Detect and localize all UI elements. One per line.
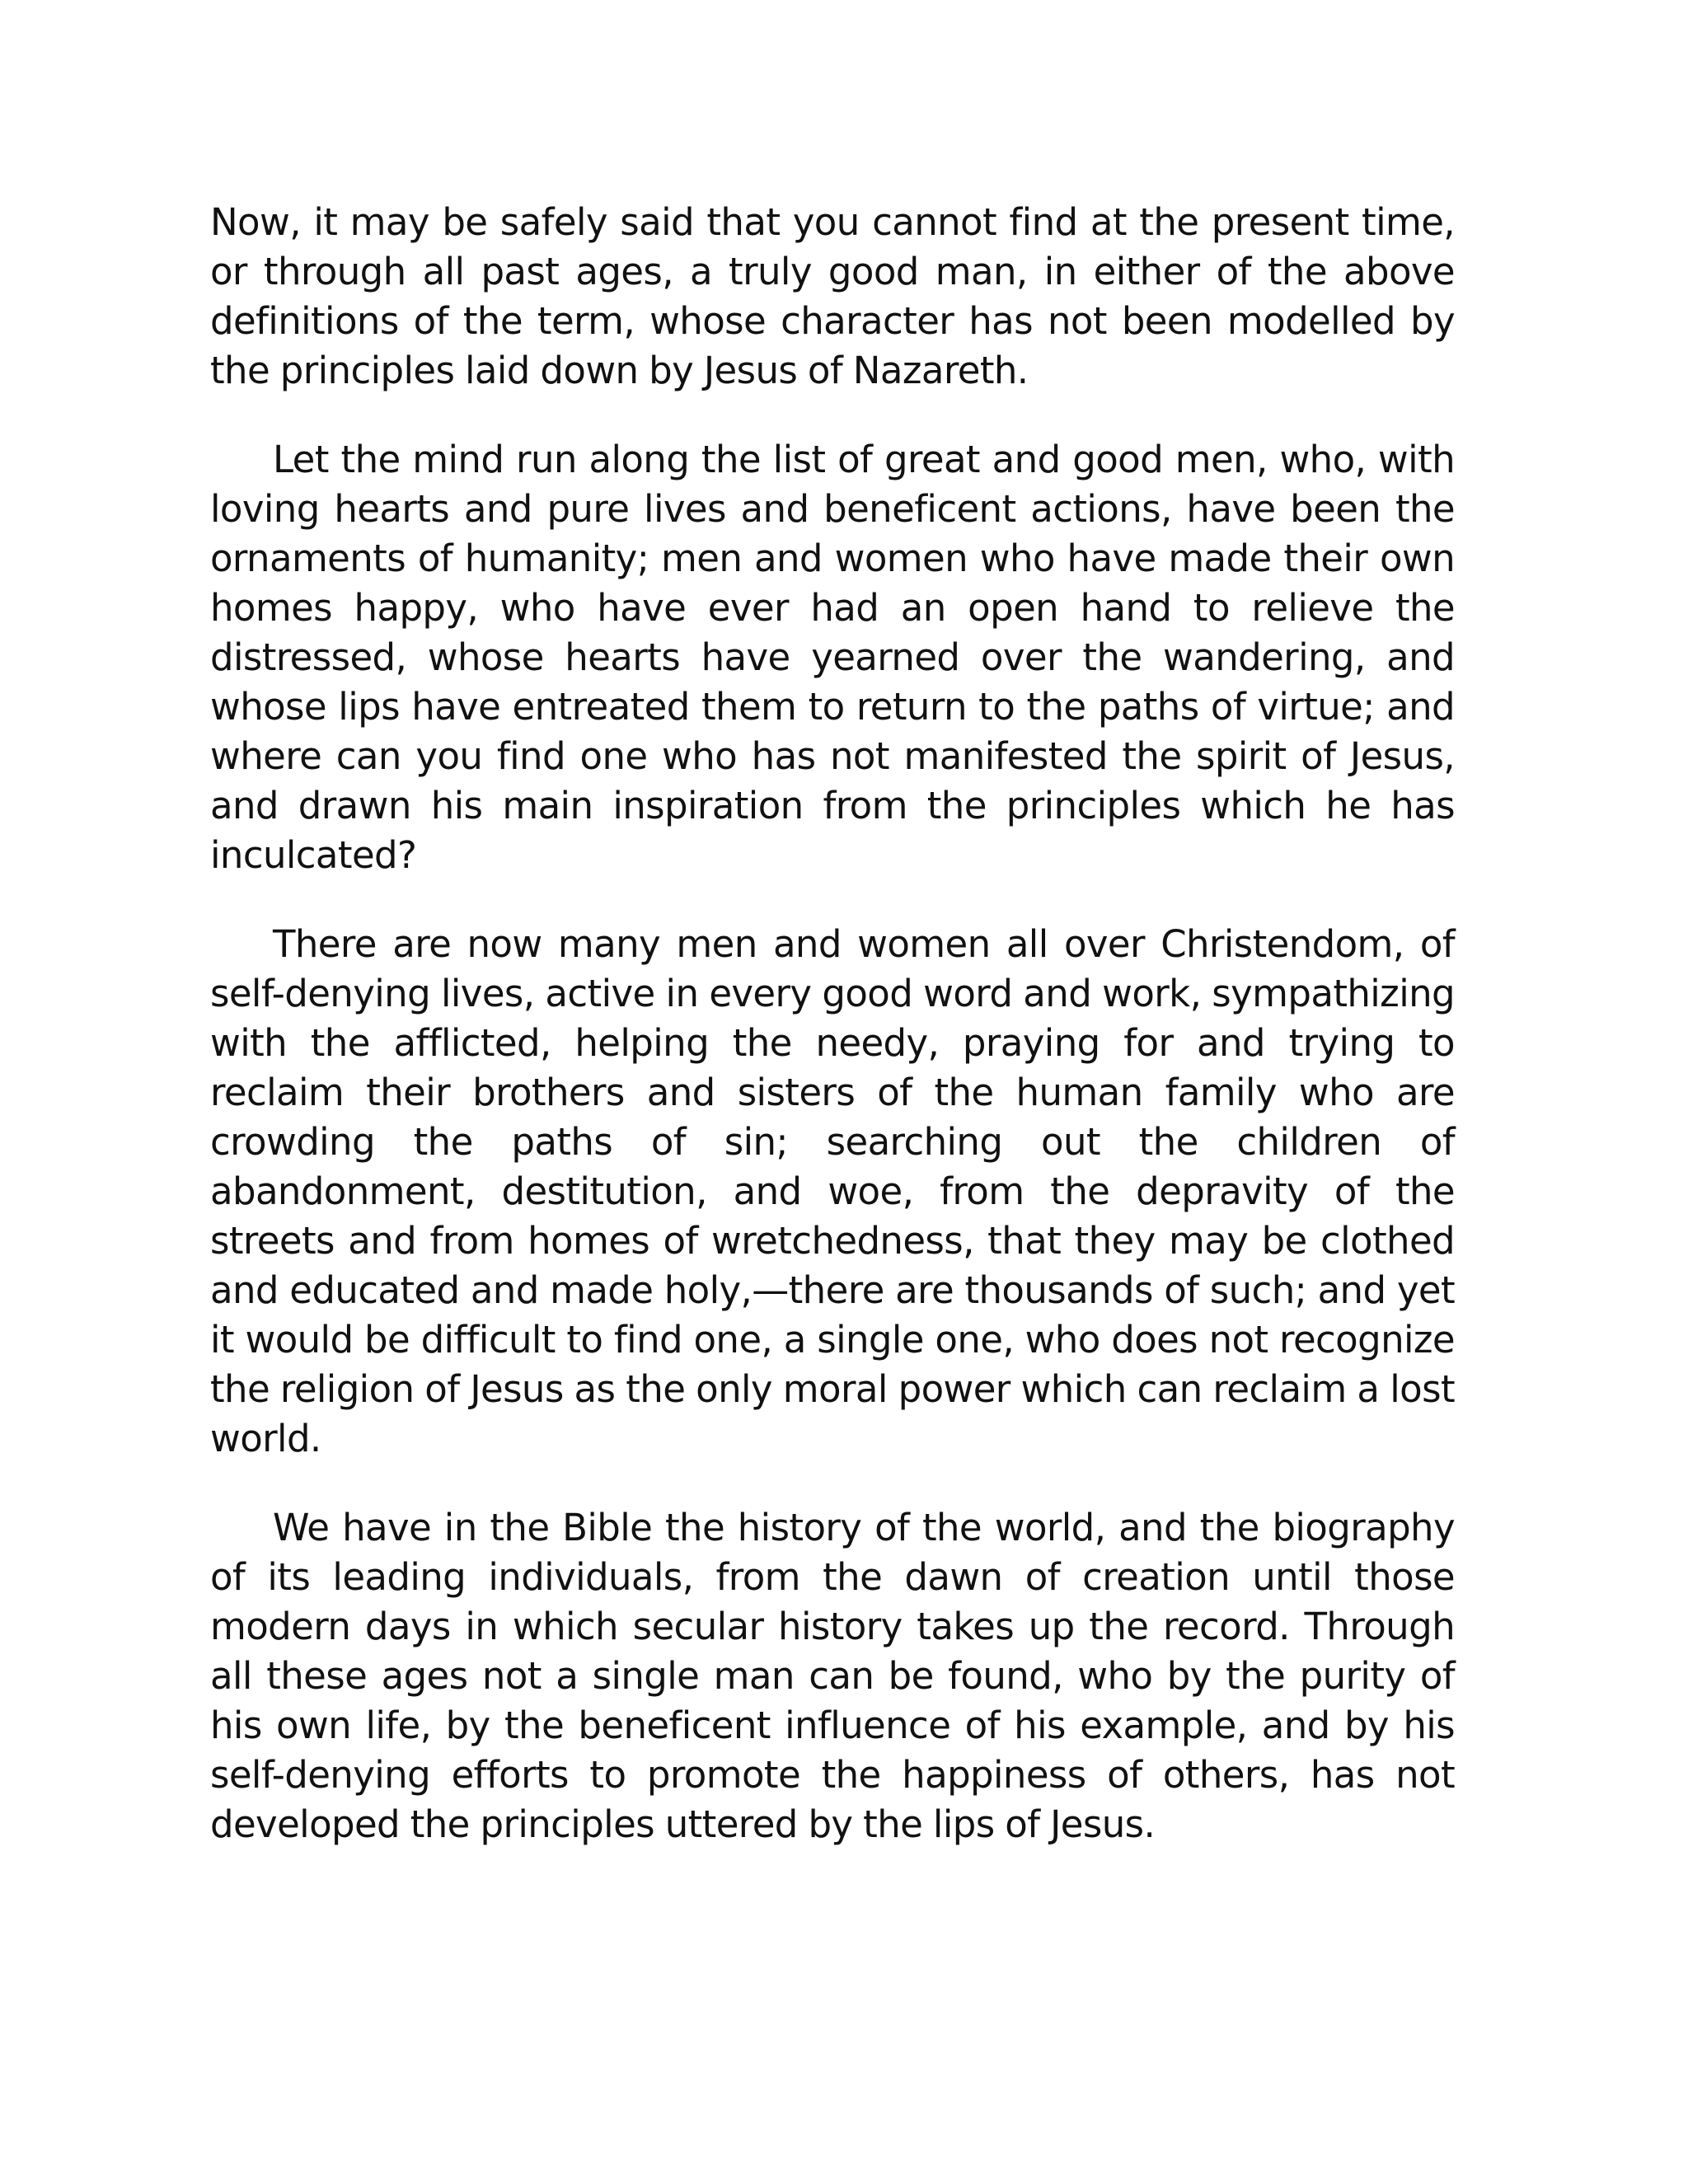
paragraph-2: Let the mind run along the list of great and good men, who, with loving hearts and pure lives and beneficent actions, have been the ornaments of humanity; men and women who have made their own homes happy, who have ever had an open hand to relieve the distressed, whose hearts have yearned over the wandering, and whose lips have entreated them to return to the paths of virtue; and where can you find one who has not manifested the spirit of Jesus, and drawn his main inspiration from the principles which he has inculcated? bbox=[210, 438, 1455, 877]
paragraph-4: We have in the Bible the history of the world, and the biography of its leading individuals, from the dawn of creation until those modern days in which secular history takes up the record. Through all these ages not a single man can be found, who by the purity of his own life, by the beneficent influence of his example, and by his self-denying efforts to promote the happiness of others, has not developed the principles uttered by the lips of Jesus. bbox=[210, 1506, 1455, 1846]
document-body bbox=[210, 198, 1455, 1889]
paragraph-1: Now, it may be safely said that you cannot find at the present time, or through all past ages, a truly good man, in either of the above definitions of the term, whose character has not been modelled by the principles laid down by Jesus of Nazareth. bbox=[210, 200, 1455, 392]
paragraph-3: There are now many men and women all over Christendom, of self-denying lives, active in every good word and work, sympathizing with the afflicted, helping the needy, praying for and trying to reclaim their brothers and sisters of the human family who are crowding the paths of sin; searching out the children of abandonment, destitution, and woe, from the depravity of the streets and from homes of wretchedness, that they may be clothed and educated and made holy,—there are thousands of such; and yet it would be difficult to find one, a single one, who does not recognize the religion of Jesus as the only moral power which can reclaim a lost world. bbox=[210, 922, 1455, 1460]
